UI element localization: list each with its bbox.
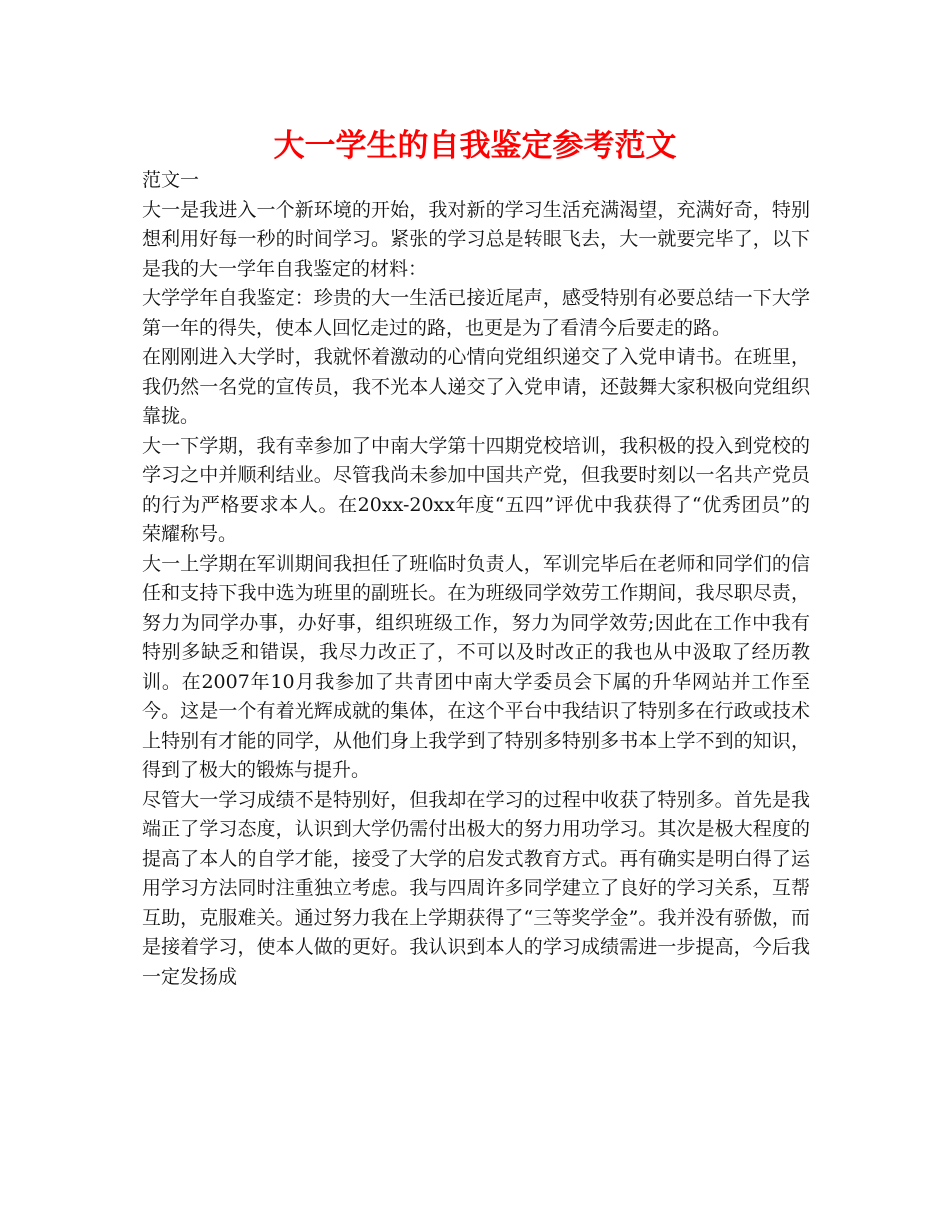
paragraph-study: 尽管大一学习成绩不是特别好，但我却在学习的过程中收获了特别多。首先是我端正了学习态度，认识到大学仍需付出极大的努力用功学习。其次是极大程度的提高了本人的自学才能，接受了大学的启发式教育方式。再有确实是明白得了运用学习方法同时注重独立考虑。我与四周许多同学建立了良好的学习关系，互帮互助，克服难关。通过努力我在上学期获得了“三等奖学金”。我并没有骄傲，而是接着学习，使本人做的更好。我认识到本人的学习成绩需进一步提高，今后我一定发扬成 bbox=[142, 788, 810, 988]
paragraph-class-work: 大一上学期在军训期间我担任了班临时负责人，军训完毕后在老师和同学们的信任和支持下我中选为班里的副班长。在为班级同学效劳工作期间，我尽职尽责，努力为同学办事，办好事，组织班级工作，努力为同学效劳;因此在工作中我有特别多缺乏和错误，我尽力改正了，不可以及时改正的我也从中汲取了经历教训。在2007年10月我参加了共青团中南大学委员会下属的升华网站并工作至今。这是一个有着光辉成就的集体，在这个平台中我结识了特别多在行政或技术上特别有才能的同学，从他们身上我学到了特别多特别多书本上学不到的知识，得到了极大的锻炼与提升。 bbox=[142, 552, 810, 781]
paragraph-self-assessment: 大学学年自我鉴定：珍贵的大一生活已接近尾声，感受特别有必要总结一下大学第一年的得失，使本人回忆走过的路，也更是为了看清今后要走的路。 bbox=[142, 287, 810, 339]
paragraph-party-school: 大一下学期，我有幸参加了中南大学第十四期党校培训，我积极的投入到党校的学习之中并顺利结业。尽管我尚未参加中国共产党，但我要时刻以一名共产党员的行为严格要求本人。在20xx-20xx年度“五四”评优中我获得了“优秀团员”的荣耀称号。 bbox=[142, 434, 810, 545]
document-title: 大一学生的自我鉴定参考范文 bbox=[273, 128, 677, 164]
paragraph-intro: 大一是我进入一个新环境的开始，我对新的学习生活充满渴望，充满好奇，特别想利用好每一秒的时间学习。紧张的学习总是转眼飞去，大一就要完毕了，以下是我的大一学年自我鉴定的材料： bbox=[142, 198, 810, 280]
paragraph-heading-sample-one: 范文一 bbox=[142, 169, 200, 191]
document-body bbox=[142, 166, 810, 992]
paragraph-party-application: 在刚刚进入大学时，我就怀着激动的心情向党组织递交了入党申请书。在班里，我仍然一名党的宣传员，我不光本人递交了入党申请，还鼓舞大家积极向党组织靠拢。 bbox=[142, 346, 810, 427]
